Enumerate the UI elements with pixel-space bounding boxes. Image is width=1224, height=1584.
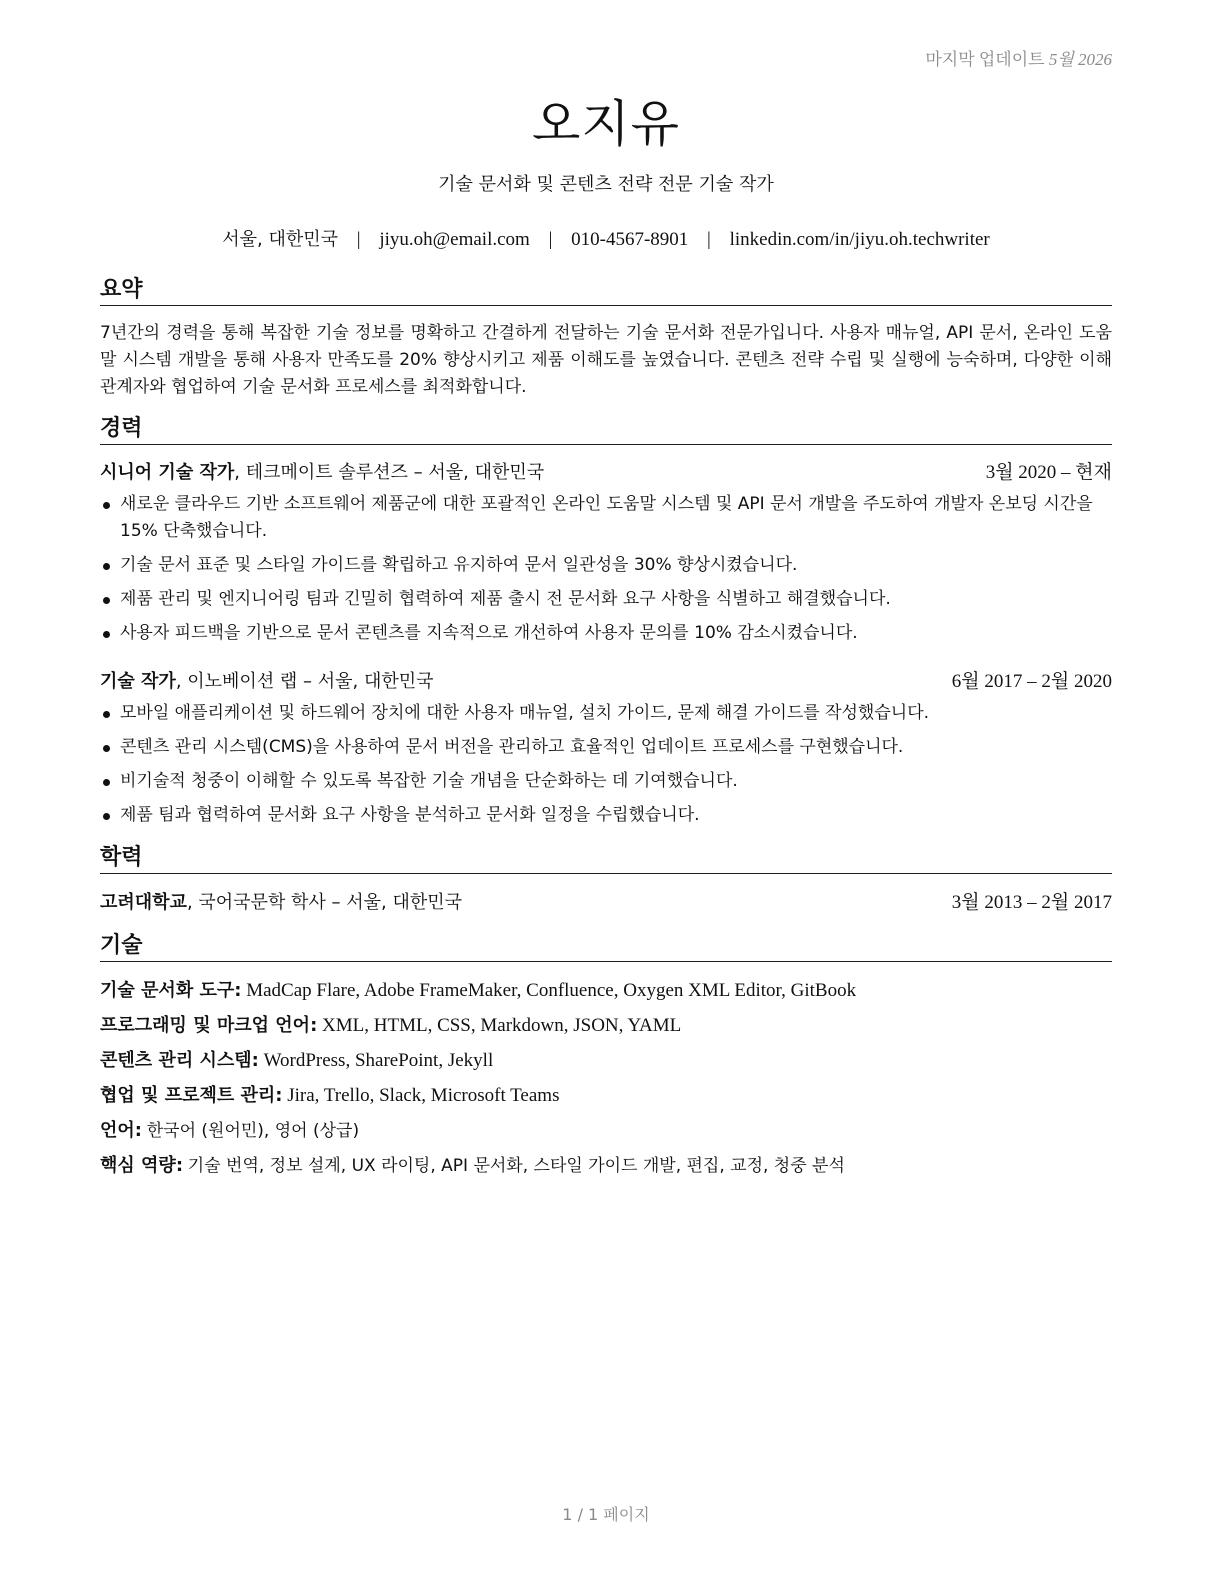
education-school-degree (100, 890, 462, 916)
contact-email[interactable]: jiyu.oh@email.com (379, 229, 530, 250)
summary-text: 7년간의 경력을 통해 복잡한 기술 정보를 명확하고 간결하게 전달하는 기술 문서화 전문가입니다. 사용자 매뉴얼, API 문서, 온라인 도움말 시스템 개발을 통해 사용자 만족도를 20% 향상시키고 제품 이해도를 높였습니다. 콘텐츠 전략 수립 및 실행에 능숙하며, 다양한 이해관계자와 협업하여 기술 문서화 프로세스를 최적화합니다. (100, 323, 1112, 397)
section-title-education: 학력 (100, 845, 1112, 874)
last-updated-date: 5월 2026 (1048, 50, 1112, 69)
page-indicator: 1 / 1 페이지 (562, 1505, 650, 1524)
section-title-experience: 경력 (100, 416, 1112, 445)
skill-label: 핵심 역량: (100, 1155, 184, 1176)
job-title-company (100, 460, 544, 486)
job-bullet: 모바일 애플리케이션 및 하드웨어 장치에 대한 사용자 매뉴얼, 설치 가이드, 문제 해결 가이드를 작성했습니다. (100, 700, 1112, 727)
contact-separator: | (707, 229, 711, 250)
job-bullet: 사용자 피드백을 기반으로 문서 콘텐츠를 지속적으로 개선하여 사용자 문의를 10% 감소시켰습니다. (100, 620, 1112, 647)
skill-value: Jira, Trello, Slack, Microsoft Teams (287, 1085, 560, 1106)
skills-list (100, 978, 1112, 1188)
job-header (100, 669, 1112, 695)
job-bullet: 제품 관리 및 엔지니어링 팀과 긴밀히 협력하여 제품 출시 전 문서화 요구 사항을 식별하고 해결했습니다. (100, 586, 1112, 613)
skill-label: 언어: (100, 1120, 142, 1141)
education-entry (100, 890, 1112, 916)
skill-value: 기술 번역, 정보 설계, UX 라이팅, API 문서화, 스타일 가이드 개발, 편집, 교정, 청중 분석 (187, 1156, 845, 1176)
contact-linkedin[interactable]: linkedin.com/in/jiyu.oh.techwriter (729, 229, 990, 250)
skill-label: 협업 및 프로젝트 관리: (100, 1085, 283, 1106)
skill-row (100, 1153, 1112, 1188)
job-role: 시니어 기술 작가 (100, 462, 235, 483)
job-header (100, 460, 1112, 486)
resume-page (100, 0, 1112, 1584)
job-bullet: 새로운 클라우드 기반 소프트웨어 제품군에 대한 포괄적인 온라인 도움말 시스템 및 API 문서 개발을 주도하여 개발자 온보딩 시간을 15% 단축했습니다. (100, 491, 1112, 545)
contact-phone: 010-4567-8901 (571, 229, 689, 250)
job-bullet: 비기술적 청중이 이해할 수 있도록 복잡한 기술 개념을 단순화하는 데 기여했습니다. (100, 768, 1112, 795)
job-dates: 6월 2017 – 2월 2020 (951, 671, 1112, 692)
contact-separator: | (548, 229, 553, 250)
last-updated-label: 마지막 업데이트 (925, 50, 1045, 69)
job-bullets (100, 700, 1112, 836)
job-company-location: , 테크메이트 솔루션즈 – 서울, 대한민국 (234, 462, 545, 483)
job-role: 기술 작가 (100, 671, 176, 692)
skill-row (100, 1048, 1112, 1083)
job-bullet: 콘텐츠 관리 시스템(CMS)을 사용하여 문서 버전을 관리하고 효율적인 업데이트 프로세스를 구현했습니다. (100, 734, 1112, 761)
job-bullet: 제품 팀과 협력하여 문서화 요구 사항을 분석하고 문서화 일정을 수립했습니다. (100, 802, 1112, 829)
skill-row (100, 1083, 1112, 1118)
education-school: 고려대학교 (100, 892, 187, 913)
skill-value: 한국어 (원어민), 영어 (상급) (146, 1121, 360, 1141)
skill-label: 기술 문서화 도구: (100, 980, 242, 1001)
skill-label: 프로그래밍 및 마크업 언어: (100, 1015, 318, 1036)
contact-location: 서울, 대한민국 (222, 229, 339, 250)
job-bullets (100, 491, 1112, 654)
candidate-name: 오지유 (532, 95, 680, 153)
skill-row (100, 1013, 1112, 1048)
contact-separator: | (356, 229, 361, 250)
skill-row (100, 978, 1112, 1013)
skill-label: 콘텐츠 관리 시스템: (100, 1050, 259, 1071)
section-title-summary: 요약 (100, 277, 1112, 306)
professional-headline: 기술 문서화 및 콘텐츠 전략 전문 기술 작가 (438, 174, 774, 195)
job-bullet: 기술 문서 표준 및 스타일 가이드를 확립하고 유지하여 문서 일관성을 30% 향상시켰습니다. (100, 552, 1112, 579)
contact-line (100, 225, 1112, 251)
last-updated (925, 45, 1112, 70)
skill-value: XML, HTML, CSS, Markdown, JSON, YAML (322, 1015, 682, 1036)
skill-row (100, 1118, 1112, 1153)
skill-value: WordPress, SharePoint, Jekyll (263, 1050, 494, 1071)
job-company-location: , 이노베이션 랩 – 서울, 대한민국 (175, 671, 434, 692)
education-dates: 3월 2013 – 2월 2017 (951, 892, 1112, 913)
job-title-company (100, 669, 434, 695)
skill-value: MadCap Flare, Adobe FrameMaker, Confluence, Oxygen XML Editor, GitBook (246, 980, 857, 1001)
job-dates: 3월 2020 – 현재 (985, 462, 1112, 483)
education-details: , 국어국문학 학사 – 서울, 대한민국 (186, 892, 463, 913)
section-title-skills: 기술 (100, 933, 1112, 962)
